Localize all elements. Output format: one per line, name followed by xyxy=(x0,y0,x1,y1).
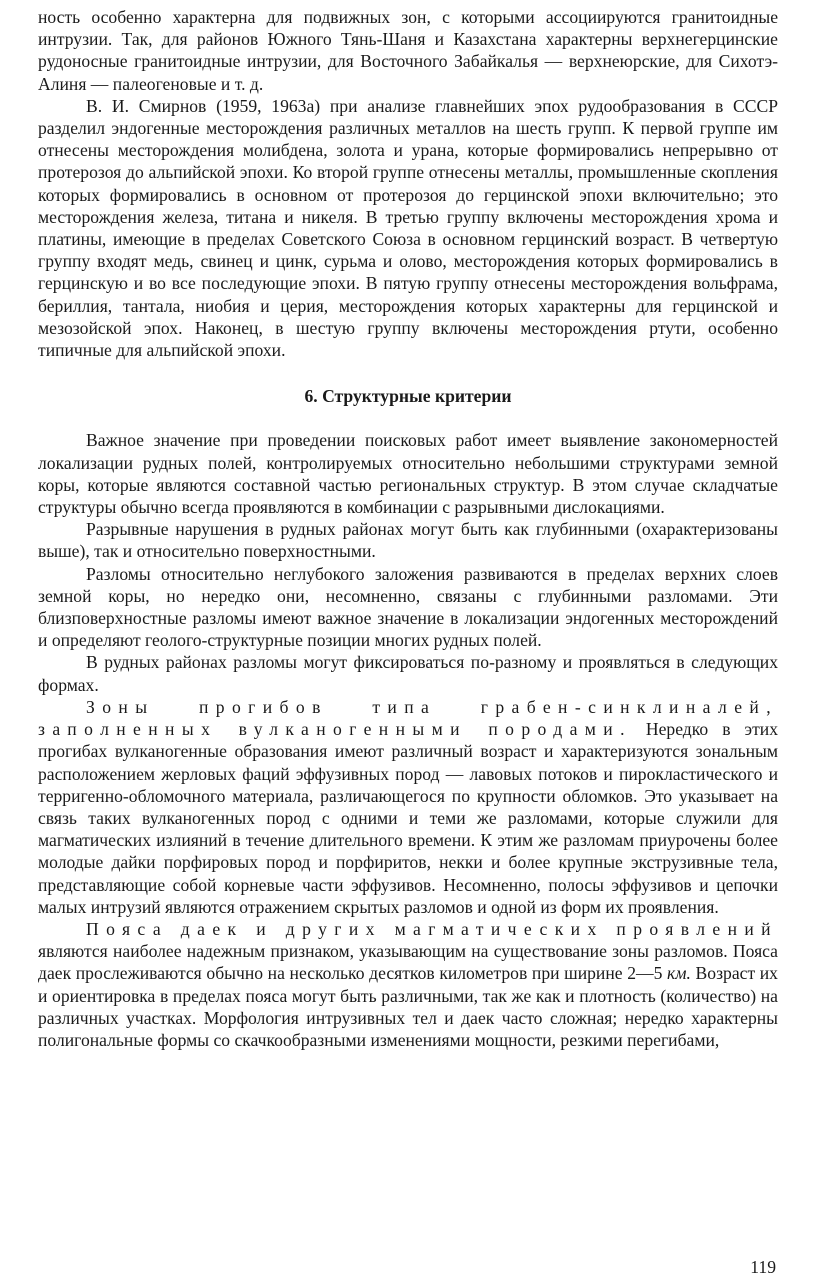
zones-term: Зоны прогибов типа грабен-синклиналей, заполненных вулканогенными породами. xyxy=(38,696,778,740)
paragraph-forms: В рудных районах разломы могут фиксироваться по-разному и проявляться в следующих формах. xyxy=(38,652,778,695)
paragraph-shallow-faults: Разломы относительно неглубокого заложения развиваются в пределах верхних слоев земной коры, но нередко они, несомненно, связаны с глубинными разломами. Эти близповерхностные разломы имеют важное значение в локализации эндогенных месторождений и определяют геолого-структурные позиции многих рудных полей. xyxy=(38,563,778,651)
paragraph-zones xyxy=(38,696,778,918)
paragraph-smirnov: В. И. Смирнов (1959, 1963а) при анализе главнейших эпох рудообразования в СССР разделил эндогенные месторождения различных металлов на шесть групп. К первой группе им отнесены месторождения молибдена, золота и урана, которые формировались непрерывно от протерозоя до альпийской эпохи. Ко второй группе отнесены металлы, промышленные скопления которых формировались в основном от протерозоя до герцинской эпохи включительно; это месторождения железа, титана и никеля. В третью группу включены месторождения хрома и платины, имеющие в пределах Советского Союза в основном герцинский возраст. В четвертую группу входят медь, свинец и цинк, сурьма и олово, месторождения которых формировались в герцинскую и во все последующие эпохи. В пятую группу отнесены месторождения вольфрама, бериллия, тантала, ниобия и церия, месторождения которых характерны для герцинской и мезозойской эпох. Наконец, в шестую группу включены месторождения ртути, особенно типичные для альпийской эпохи. xyxy=(38,95,778,361)
paragraph-dikes xyxy=(38,918,778,1051)
dikes-unit: км. xyxy=(667,963,691,984)
paragraph-structures: Важное значение при проведении поисковых работ имеет выявление закономерностей локализации рудных полей, контролируемых относительно небольшими структурами земной коры, которые являются составной частью региональных структур. В этом случае складчатые структуры обычно всегда проявляются в комбинации с разрывными дислокациями. xyxy=(38,430,778,518)
page-number: 119 xyxy=(750,1257,776,1277)
paragraph-continuation: ность особенно характерна для подвижных зон, с которыми ассоциируются гранитоидные интрузии. Так, для районов Южного Тянь-Шаня и Казахстана характерны верхнегерцинские рудоносные гранитоидные интрузии, для Восточного Забайкалья — верхнеюрские, для Сихотэ-Алиня — палеогеновые и т. д. xyxy=(38,7,778,94)
dikes-text-before: являются наиболее надежным признаком, указывающим на существование зоны разломов. Пояса даек прослеживаются обычно на несколько десятков километров при ширине 2—5 xyxy=(38,941,778,984)
paragraph-faults: Разрывные нарушения в рудных районах могут быть как глубинными (охарактеризованы выше), так и относительно поверхностными. xyxy=(38,519,778,562)
dikes-term: Пояса даек и других магматических проявлений xyxy=(86,918,778,939)
zones-text: Нередко в этих прогибах вулканогенные образования имеют различный возраст и характеризуются зональным расположением жерловых фаций эффузивных пород — лавовых потоков и пирокластического и терригенно-обломочного материала, различающегося по крупности обломков. Это указывает на связь таких вулканогенных пород с одними и теми же разломами, которые служили для магматических излияний в течение длительного времени. К этим же разломам приурочены более молодые дайки порфировых пород и порфиритов, некки и более крупные экструзивные тела, представляющие собой корневые части эффузивов. Несомненно, полосы эффузивов и цепочки малых интрузий являются отражением скрытых разломов и одной из форм их проявления. xyxy=(38,719,778,917)
page-body xyxy=(38,6,778,1051)
dikes-text-after: Возраст их и ориентировка в пределах пояса могут быть различными, так же как и плотность (количество) на различных участках. Морфология интрузивных тел и даек часто сложная; нередко характерны полигональные формы со скачкообразными изменениями мощности, резкими перегибами, xyxy=(38,963,778,1050)
section-heading: 6. Структурные критерии xyxy=(304,386,512,407)
